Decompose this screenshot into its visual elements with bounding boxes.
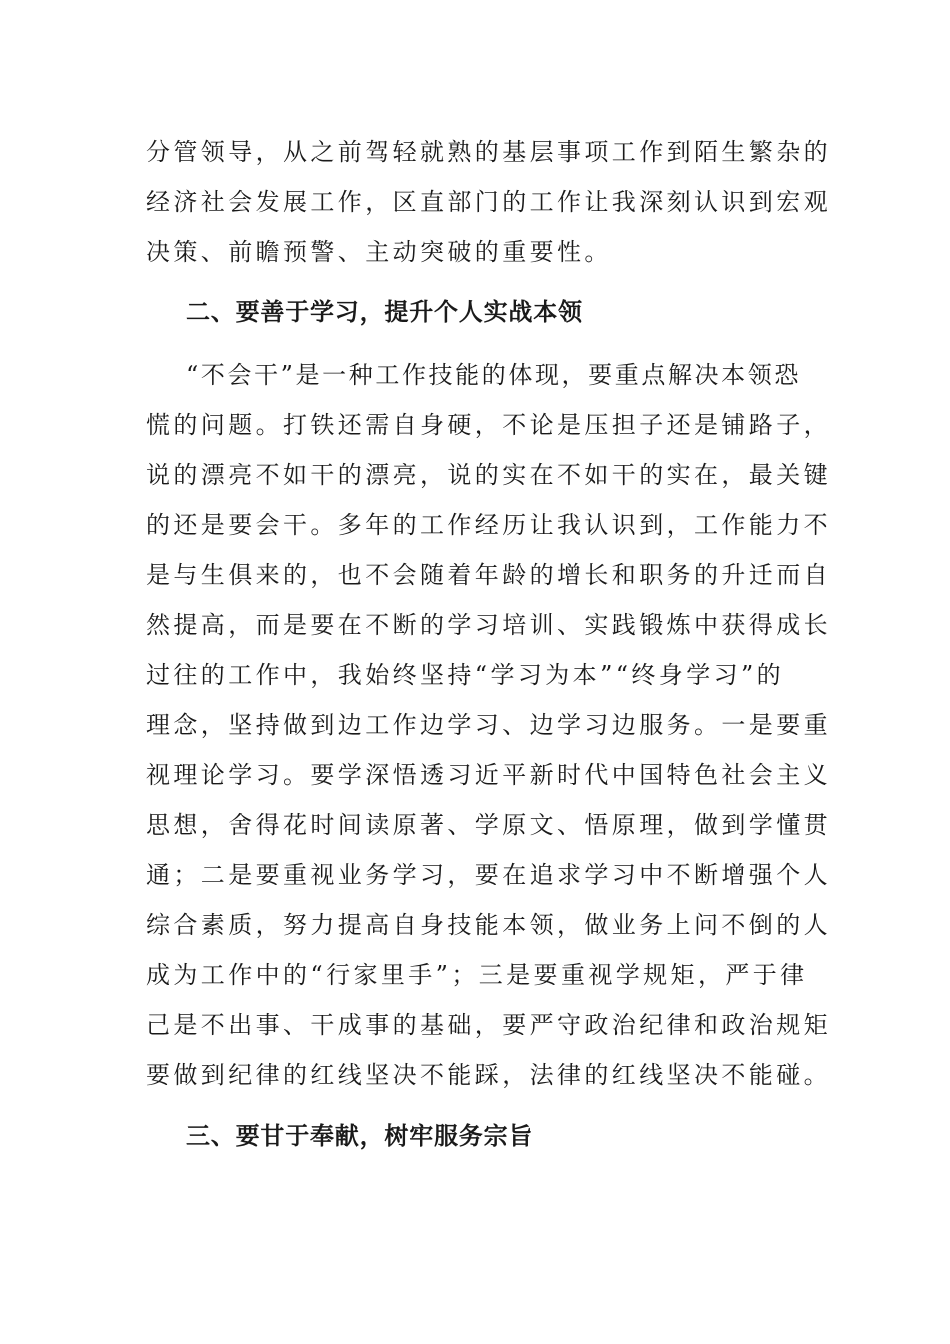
text-line: “不会干”是一种工作技能的体现，要重点解决本领恐 (186, 361, 801, 389)
text-line: 慌的问题。打铁还需自身硬，不论是压担子还是铺路子， (146, 411, 831, 439)
text-line: 成为工作中的“行家里手”；三是要重视学规矩，严于律 (146, 961, 808, 989)
text-line: 过往的工作中，我始终坚持“学习为本”“终身学习”的 (146, 661, 785, 689)
text-line: 理念，坚持做到边工作边学习、边学习边服务。一是要重 (146, 711, 831, 739)
text-line: 分管领导，从之前驾轻就熟的基层事项工作到陌生繁杂的 (146, 138, 831, 166)
section-heading-2: 二、要善于学习，提升个人实战本领 (186, 297, 583, 326)
text-line: 视理论学习。要学深悟透习近平新时代中国特色社会主义 (146, 761, 831, 789)
text-line: 通；二是要重视业务学习，要在追求学习中不断增强个人 (146, 861, 831, 889)
text-line: 然提高，而是要在不断的学习培训、实践锻炼中获得成长 (146, 611, 831, 639)
section-heading-3: 三、要甘于奉献，树牢服务宗旨 (186, 1121, 534, 1150)
text-line: 综合素质，努力提高自身技能本领，做业务上问不倒的人 (146, 911, 831, 939)
text-line: 是与生俱来的，也不会随着年龄的增长和职务的升迁而自 (146, 561, 831, 589)
text-line: 的还是要会干。多年的工作经历让我认识到，工作能力不 (146, 511, 831, 539)
text-line: 决策、前瞻预警、主动突破的重要性。 (146, 238, 612, 266)
text-line: 说的漂亮不如干的漂亮，说的实在不如干的实在，最关键 (146, 461, 831, 489)
text-line: 经济社会发展工作，区直部门的工作让我深刻认识到宏观 (146, 188, 831, 216)
text-line: 要做到纪律的红线坚决不能踩，法律的红线坚决不能碰。 (146, 1061, 831, 1089)
text-line: 己是不出事、干成事的基础，要严守政治纪律和政治规矩 (146, 1011, 831, 1039)
text-line: 思想，舍得花时间读原著、学原文、悟原理，做到学懂贯 (146, 811, 831, 839)
